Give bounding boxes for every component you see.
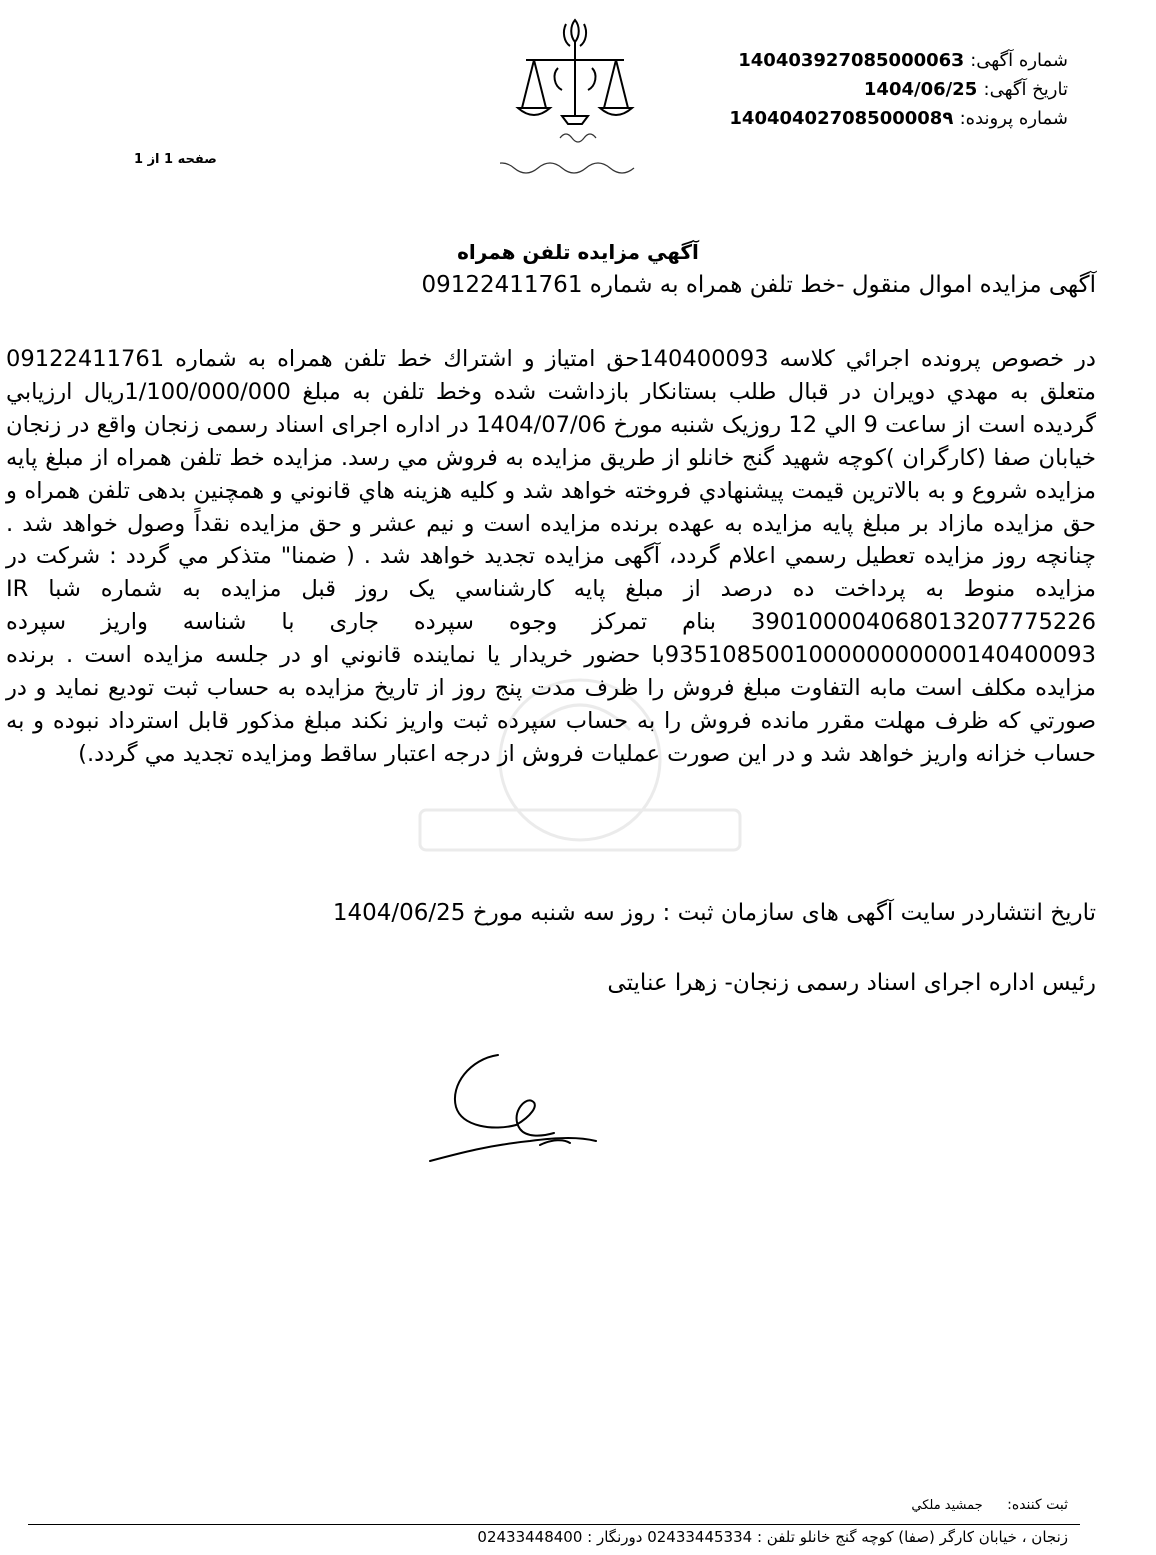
judiciary-emblem-icon — [500, 8, 650, 198]
notice-number-label: شماره آگهی: — [970, 50, 1068, 71]
footer-address: زنجان ، خیابان کارگر (صفا) کوچه گنج خانلو تلفن : 02433445334 دورنگار : 02433448400 — [477, 1528, 1068, 1546]
notice-number: 14040392708500006З — [738, 50, 964, 71]
notice-number-row — [729, 46, 1068, 75]
footer-divider — [28, 1524, 1080, 1525]
signer-title: رئیس اداره اجرای اسناد رسمی زنجان- زهرا عنایتی — [607, 970, 1096, 996]
file-number-label: شماره پرونده: — [959, 108, 1068, 129]
publication-date: تاریخ انتشاردر سایت آگهی های سازمان ثبت : روز سه شنبه مورخ 1404/06/25 — [332, 900, 1096, 926]
registrar — [911, 1497, 1068, 1513]
notice-title: آگهي مزايده تلفن همراه — [457, 240, 699, 264]
notice-meta — [729, 46, 1068, 133]
notice-date-label: تاریخ آگهی: — [983, 79, 1068, 100]
registrar-label: ثبت كننده: — [1007, 1497, 1068, 1513]
notice-date-row — [729, 75, 1068, 104]
notice-body: در خصوص پرونده اجرائي كلاسه 140400093حق امتياز و اشتراك خط تلفن همراه به شماره 09122411761 متعلق به مهدي دويران در قبال طلب بستانكار بازداشت شده وخط تلفن به مبلغ 1/100/000/000ريال ارزيابي گرديده است از ساعت 9 الي 12 روزیک شنبه مورخ 1404/07/06 در اداره اجرای اسناد رسمی زنجان واقع در زنجان خیابان صفا (کارگران )کوچه شهید گنج خانلو از طريق مزايده به فروش مي رسد. مزايده خط تلفن همراه از مبلغ پايه مزايده شروع و به بالاترين قيمت پيشنهادي فروخته خواهد شد و كليه هزينه هاي قانوني و همچنين بدهی تلفن همراه و حق مزايده مازاد بر مبلغ پايه مزايده به عهده برنده مزايده است و نيم عشر و حق مزايده نقداً وصول خواهد شد . چنانچه روز مزايده تعطيل رسمي اعلام گردد، آگهی مزايده تجديد خواهد شد . ( ضمنا" متذكر مي گردد : شركت در مزايده منوط به پرداخت ده درصد از مبلغ پايه كارشناسي يک روز قبل مزايده به شماره شبا IR 390100004068013207775226 بنام تمرکز وجوه سپرده جاری با شناسه واریز سپرده 935108500100000000000140400093با حضور خريدار يا نماينده قانوني او در جلسه مزايده است . برنده مزايده مكلف است مابه التفاوت مبلغ فروش را ظرف مدت پنج روز از تاريخ مزايده به حساب ثبت توديع نمايد و در صورتي كه ظرف مهلت مقرر مانده فروش را به حساب سپرده ثبت واريز نكند مبلغ مذكور قابل استرداد نبوده و به حساب خزانه واريز خواهد شد و در اين صورت عمليات فروش از درجه اعتبار ساقط ومزايده تجديد مي گردد.) — [6, 346, 1097, 767]
page-number: صفحه 1 از 1 — [134, 152, 217, 167]
notice-date: 1404/06/25 — [863, 79, 978, 100]
notice-subtitle: آگهی مزایده اموال منقول -خط تلفن همراه به شماره 09122411761 — [421, 272, 1096, 298]
registrar-name: جمشيد ملكي — [911, 1498, 983, 1513]
file-number-row — [729, 104, 1068, 133]
file-number: 14040402708500008٩ — [729, 108, 954, 129]
signature-icon — [420, 1045, 620, 1185]
